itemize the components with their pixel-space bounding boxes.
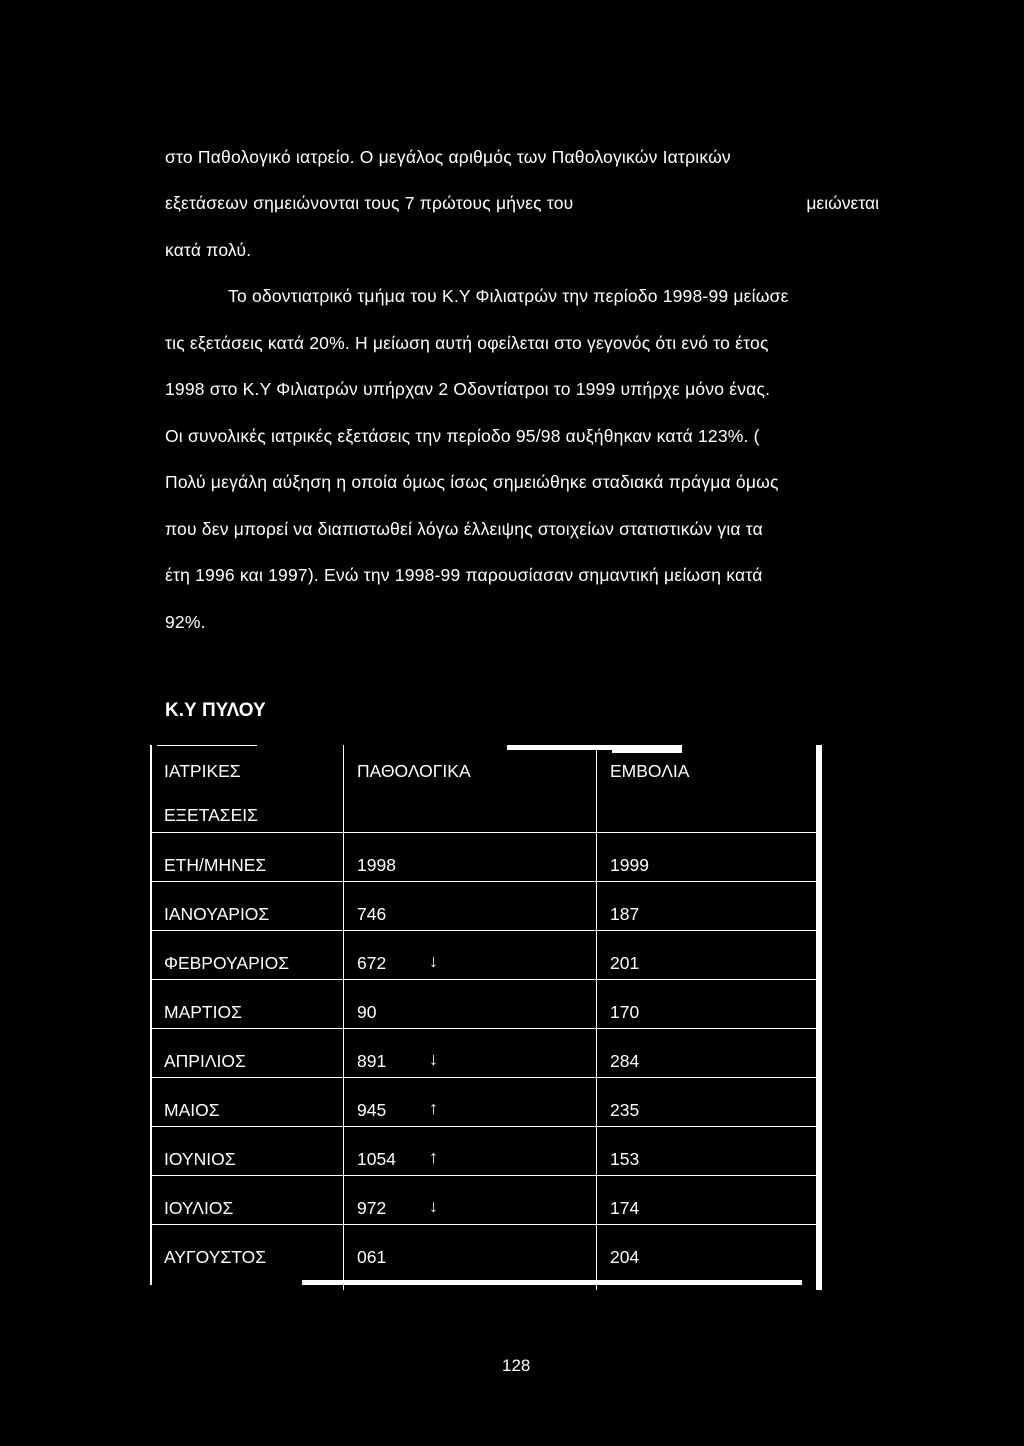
table-cell-month: ΙΑΝΟΥΑΡΙΟΣ: [164, 904, 270, 924]
table-hrule: [152, 1126, 816, 1127]
table-cell-1998: 972: [357, 1198, 387, 1218]
paragraph-line-2-end: μειώνεται: [806, 193, 879, 213]
table-cell-1998: 945: [357, 1100, 387, 1120]
paragraph-line-9: που δεν μπορεί να διαπιστωθεί λόγω έλλειψης στοιχείων στατιστικών για τα: [165, 519, 763, 539]
table-cell-1998: 672: [357, 953, 387, 973]
paragraph-line-7: Οι συνολικές ιατρικές εξετάσεις την περίοδο 95/98 αυξήθηκαν κατά 123%. (: [165, 426, 760, 446]
table-cell-1998: 90: [357, 1002, 377, 1022]
table-cell-1998: 891: [357, 1051, 387, 1071]
header-examinations: ΕΞΕΤΑΣΕΙΣ: [164, 805, 258, 825]
table-cell-1999: 235: [610, 1100, 640, 1120]
table-hrule: [152, 1224, 816, 1225]
table-cell-month: ΙΟΥΝΙΟΣ: [164, 1149, 236, 1169]
arrow-down-icon: ↓: [429, 951, 438, 971]
table-title: Κ.Υ ΠΥΛΟΥ: [165, 700, 266, 721]
arrow-up-icon: ↑: [429, 1147, 438, 1167]
table-col-divider-1: [343, 745, 344, 1290]
table-cell-1998: 746: [357, 904, 387, 924]
paragraph-line-10: έτη 1996 και 1997). Ενώ την 1998-99 παρουσίασαν σημαντική μείωση κατά: [165, 565, 763, 585]
table-cell-1999: 284: [610, 1051, 640, 1071]
paragraph-line-4: Το οδοντιατρικό τμήμα του Κ.Υ Φιλιατρών την περίοδο 1998-99 μείωσε: [228, 286, 789, 306]
subheader-year-1998: 1998: [357, 855, 396, 875]
table-cell-month: ΙΟΥΛΙΟΣ: [164, 1198, 234, 1218]
table-cell-1998: 1054: [357, 1149, 396, 1169]
paragraph-line-3: κατά πολύ.: [165, 240, 252, 260]
page-number: 128: [502, 1356, 531, 1375]
table-hrule: [152, 979, 816, 980]
table-cell-1999: 204: [610, 1247, 640, 1267]
table-cell-month: ΦΕΒΡΟΥΑΡΙΟΣ: [164, 953, 290, 973]
paragraph-line-2: εξετάσεων σημειώνονται τους 7 πρώτους μήνες του: [165, 193, 574, 213]
table-left-border: [150, 745, 152, 1285]
table-top-bar-2: [612, 745, 682, 753]
table-cell-1999: 153: [610, 1149, 640, 1169]
table-cell-1999: 174: [610, 1198, 640, 1218]
header-vaccines: ΕΜΒΟΛΙΑ: [610, 761, 690, 781]
table-hrule: [152, 930, 816, 931]
header-pathology: ΠΑΘΟΛΟΓΙΚΑ: [357, 761, 471, 781]
table-hrule: [152, 832, 816, 833]
header-medical-exams: ΙΑΤΡΙΚΕΣ: [164, 761, 241, 781]
table-cell-month: ΑΠΡΙΛΙΟΣ: [164, 1051, 246, 1071]
table-hrule: [152, 881, 816, 882]
arrow-up-icon: ↑: [429, 1098, 438, 1118]
data-table: [147, 745, 827, 1290]
table-cell-1999: 201: [610, 953, 640, 973]
table-hrule: [152, 1175, 816, 1176]
table-cell-1999: 170: [610, 1002, 640, 1022]
table-hrule: [152, 1028, 816, 1029]
table-col-divider-2: [596, 745, 597, 1290]
arrow-down-icon: ↓: [429, 1049, 438, 1069]
subheader-years-months: ΕΤΗ/ΜΗΝΕΣ: [164, 855, 267, 875]
table-cell-month: ΜΑΡΤΙΟΣ: [164, 1002, 242, 1022]
paragraph-line-8: Πολύ μεγάλη αύξηση η οποία όμως ίσως σημειώθηκε σταδιακά πράγμα όμως: [165, 472, 779, 492]
arrow-down-icon: ↓: [429, 1196, 438, 1216]
table-cell-month: ΜΑΙΟΣ: [164, 1100, 220, 1120]
paragraph-line-1: στο Παθολογικό ιατρείο. Ο μεγάλος αριθμός των Παθολογικών Ιατρικών: [165, 147, 731, 167]
subheader-year-1999: 1999: [610, 855, 649, 875]
table-top-line: [157, 745, 257, 746]
paragraph-line-6: 1998 στο Κ.Υ Φιλιατρών υπήρχαν 2 Οδοντίατροι το 1999 υπήρχε μόνο ένας.: [165, 379, 771, 399]
table-right-border: [816, 745, 822, 1290]
table-cell-1998: 061: [357, 1247, 387, 1267]
table-hrule: [152, 1077, 816, 1078]
paragraph-line-11: 92%.: [165, 612, 206, 632]
table-cell-month: ΑΥΓΟΥΣΤΟΣ: [164, 1247, 267, 1267]
table-bottom-bar: [302, 1280, 802, 1285]
paragraph-line-5: τις εξετάσεις κατά 20%. Η μείωση αυτή οφείλεται στο γεγονός ότι ενό το έτος: [165, 333, 769, 353]
table-cell-1999: 187: [610, 904, 640, 924]
